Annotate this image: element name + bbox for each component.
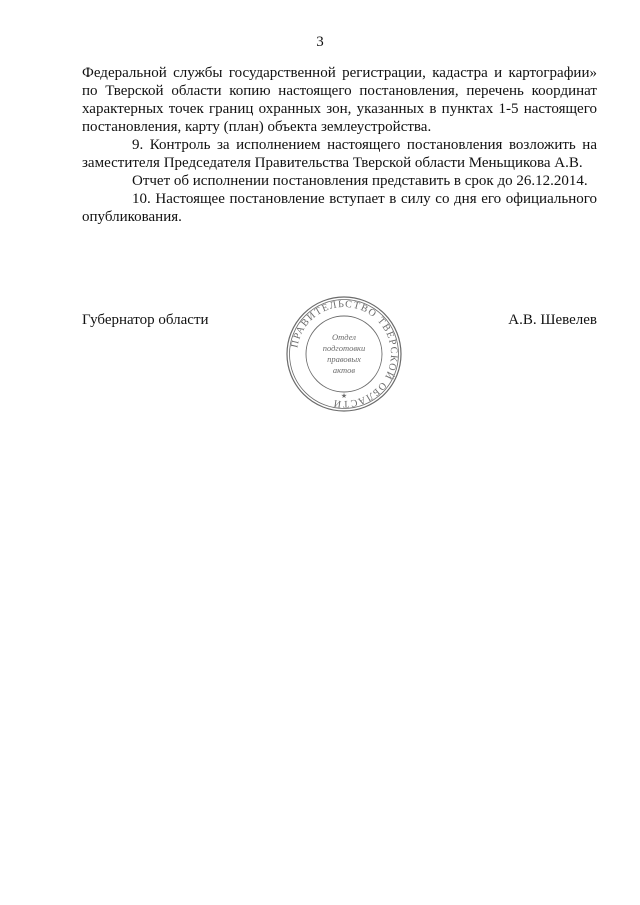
stamp-inner-line: правовых [327, 354, 361, 364]
paragraph-continuation: Федеральной службы государственной регистрации, кадастра и картографии» по Тверской области копию настоящего постановления, перечень координат характерных точек границ охранных зон, указанных в пунктах 1-5 настоящего постановления, карту (план) объекта землеустройства. [82, 65, 597, 135]
paragraph-item-10: 10. Настоящее постановление вступает в силу со дня его официального опубликования. [82, 191, 597, 225]
stamp-outer-text: ПРАВИТЕЛЬСТВО ТВЕРСКОЙ ОБЛАСТИ [289, 298, 400, 410]
page-number: 3 [316, 34, 324, 50]
signatory-name: А.В. Шевелев [508, 312, 597, 328]
signatory-title: Губернатор области [82, 312, 209, 328]
paragraph-report-deadline: Отчет об исполнении постановления представить в срок до 26.12.2014. [132, 173, 588, 189]
paragraph-item-9: 9. Контроль за исполнением настоящего постановления возложить на заместителя Председателя Правительства Тверской области Меньщикова А.В. [82, 137, 597, 171]
document-body [82, 64, 597, 226]
stamp-inner-line: подготовки [322, 343, 366, 353]
stamp-star-icon: ★ [340, 392, 348, 400]
stamp-inner-line: актов [332, 365, 356, 375]
stamp-inner-line: Отдел [332, 332, 356, 342]
official-seal-stamp [285, 295, 403, 413]
